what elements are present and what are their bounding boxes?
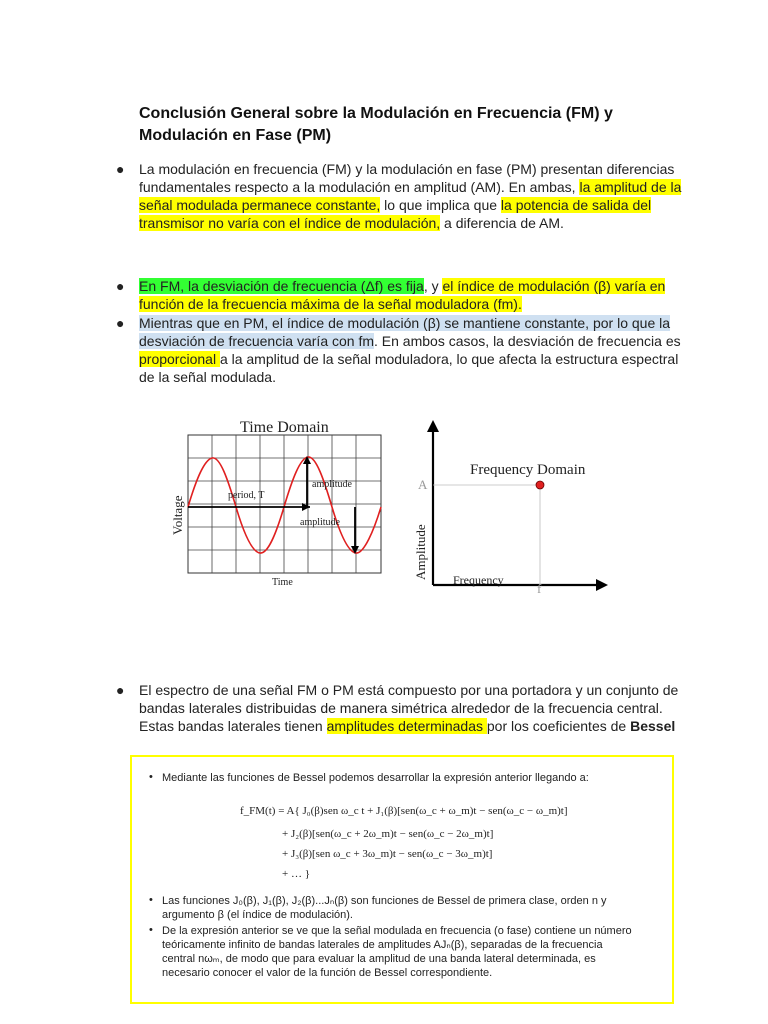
bessel-bold: Bessel <box>630 718 676 734</box>
paragraph-pm-deviation <box>139 314 684 386</box>
equation-line-4: + … } <box>282 868 310 880</box>
amplitude-axis-label: Amplitude <box>413 524 428 580</box>
f-tick-label: f <box>537 581 542 596</box>
paragraph-fm-deviation <box>139 277 684 313</box>
bullet-marker: ● <box>116 682 125 698</box>
bullet-marker: ● <box>116 278 125 294</box>
highlight-fm-fixed-deviation: En FM, la desviación de frecuencia (Δf) es fija <box>139 278 424 294</box>
text-segment: por los coeficientes de <box>486 718 631 734</box>
text-segment: a la amplitud de la señal moduladora, lo que afecta la estructura espectral de la señal modulada. <box>139 351 679 385</box>
frequency-axis-label: Frequency <box>453 573 504 587</box>
amplitude-A-label: A <box>418 477 428 492</box>
highlight-amplitudes: amplitudes determinadas <box>326 718 487 734</box>
box-bullet: • <box>149 894 153 906</box>
box-line-b3-4: necesario conocer el valor de la función de Bessel correspondiente. <box>162 967 493 979</box>
box-line-b2-2: argumento β (el índice de modulación). <box>162 909 353 921</box>
text-segment: lo que implica que <box>380 197 501 213</box>
frequency-domain-plot <box>413 420 608 596</box>
box-bullet: • <box>149 771 153 783</box>
amplitude-top-label: amplitude <box>312 479 352 490</box>
equation-line-2: + J₂(β)[sen(ω_c + 2ω_m)t − sen(ω_c − 2ω_m)t] <box>282 828 494 840</box>
highlight-constant-amplitude: la amplitud de la señal modulada permanece constante, <box>139 179 682 213</box>
time-domain-plot <box>170 419 381 588</box>
text-segment: , y <box>423 278 443 294</box>
spectral-component-point <box>536 481 544 489</box>
text-segment: a diferencia de AM. <box>440 215 564 231</box>
text-segment: . En ambos casos, la desviación de frecuencia es <box>374 333 681 349</box>
bullet-marker: ● <box>116 315 125 331</box>
page-title <box>139 103 699 147</box>
box-line-1: Mediante las funciones de Bessel podemos desarrollar la expresión anterior llegando a: <box>162 772 589 784</box>
box-bullet: • <box>149 924 153 936</box>
highlight-pm-constant-index: Mientras que en PM, el índice de modulación (β) se mantiene constante, por lo que la desviación de frecuencia varía con fm <box>139 315 671 349</box>
time-axis-label: Time <box>272 577 293 588</box>
box-line-b3-1: De la expresión anterior se ve que la señal modulada en frecuencia (o fase) contiene un número <box>162 925 632 937</box>
title-line-1: Conclusión General sobre la Modulación en Frecuencia (FM) y <box>139 105 613 122</box>
highlight-modulation-index: el índice de modulación (β) varía en función de la frecuencia máxima de la señal moduladora (fm). <box>139 278 666 312</box>
bessel-excerpt-box <box>130 755 674 1004</box>
box-line-b3-3: central nωₘ, de modo que para evaluar la amplitud de una banda lateral determinada, es <box>162 953 596 965</box>
paragraph-spectrum-bessel <box>139 681 684 735</box>
title-line-2: Modulación en Fase (PM) <box>139 127 332 144</box>
box-line-b3-2: teóricamente infinito de bandas laterales de amplitudes AJₙ(β), separadas de la frecuencia <box>162 939 603 951</box>
period-label: period, T <box>228 490 265 501</box>
highlight-output-power: la potencia de salida del transmisor no varía con el índice de modulación, <box>139 197 652 231</box>
text-segment: La modulación en frecuencia (FM) y la modulación en fase (PM) presentan diferencias fundamentales respecto a la modulación en amplitud (AM). En ambas, <box>139 161 675 195</box>
amplitude-bottom-label: amplitude <box>300 517 340 528</box>
paragraph-fm-pm-intro <box>139 160 684 232</box>
time-frequency-domain-figure <box>160 410 630 600</box>
box-line-b2-1: Las funciones J₀(β), J₁(β), J₂(β)...Jₙ(β) son funciones de Bessel de primera clase, orden n y <box>162 895 607 907</box>
highlight-proportional: proporcional <box>139 351 220 367</box>
equation-line-1: f_FM(t) = A{ J₀(β)sen ω_c t + J₁(β)[sen(ω_c + ω_m)t − sen(ω_c − ω_m)t] <box>240 805 568 817</box>
time-domain-title: Time Domain <box>240 419 329 436</box>
frequency-domain-title: Frequency Domain <box>470 462 586 478</box>
voltage-axis-label: Voltage <box>170 495 185 535</box>
bullet-marker: ● <box>116 161 125 177</box>
text-segment: El espectro de una señal FM o PM está compuesto por una portadora y un conjunto de bandas laterales distribuidas de manera simétrica alrededor de la frecuencia central. Estas bandas laterales tienen <box>139 682 679 734</box>
equation-line-3: + J₃(β)[sen ω_c + 3ω_m)t − sen(ω_c − 3ω_m)t] <box>282 848 493 860</box>
